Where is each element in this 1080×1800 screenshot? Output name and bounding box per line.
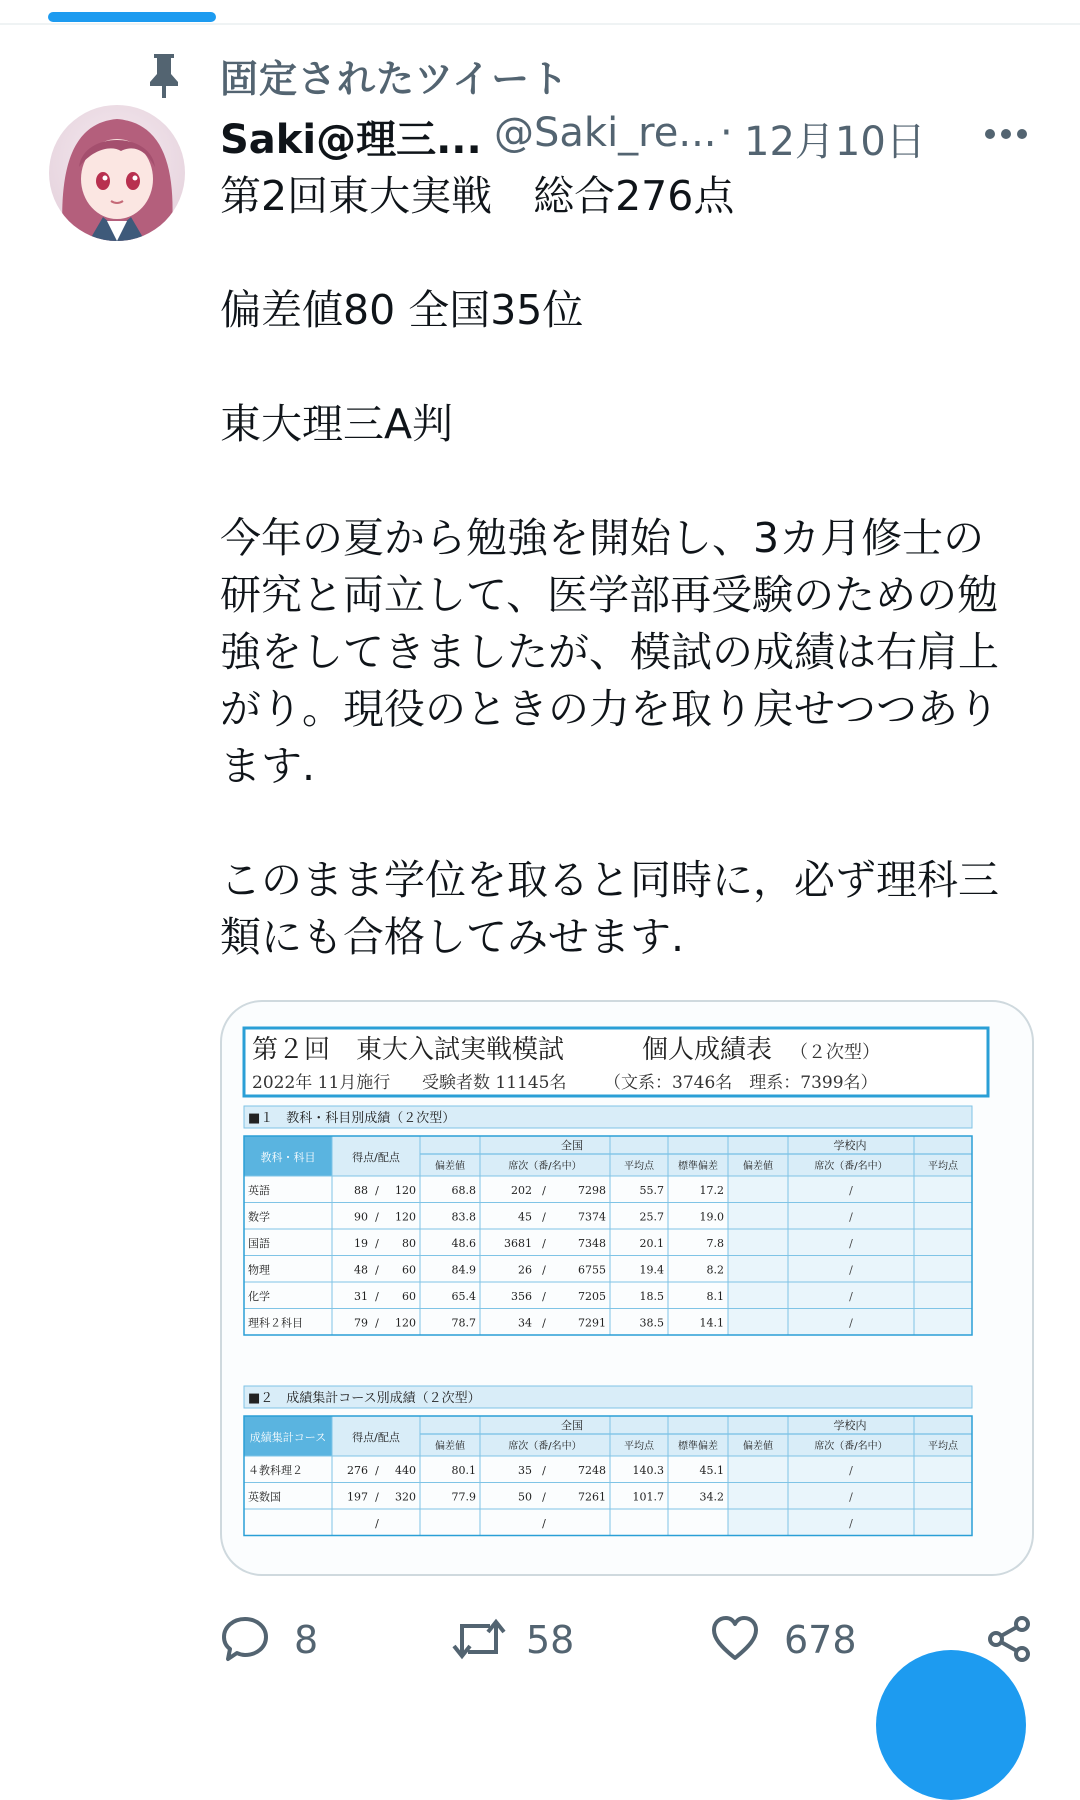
row-dev: 84.9 <box>451 1263 476 1277</box>
row-rank: 26 <box>518 1263 532 1277</box>
tweet-line: がり。現役のときの力を取り戻せつつあり <box>220 685 999 733</box>
row-name: 物理 <box>248 1263 270 1277</box>
reply-icon <box>220 1614 270 1664</box>
row-rank: 3681 <box>504 1237 532 1250</box>
row-max: 120 <box>395 1210 416 1224</box>
row-school-rank-slash: / <box>849 1263 853 1277</box>
row-total: 7248 <box>578 1464 606 1477</box>
row-school-rank-slash: / <box>849 1184 853 1197</box>
row-school-rank-slash: / <box>849 1316 853 1330</box>
report-examinees: 受験者数 11145名 <box>422 1073 567 1093</box>
row-max: 80 <box>402 1237 416 1250</box>
row-name: 理科２科目 <box>248 1316 303 1330</box>
row-max: 440 <box>395 1464 416 1477</box>
header-score: 得点/配点 <box>352 1151 400 1164</box>
row-dev: 78.7 <box>451 1316 476 1330</box>
row-dev: 68.8 <box>451 1184 476 1197</box>
row-rank-slash: / <box>542 1290 546 1303</box>
header-col-sd: 標準偏差 <box>678 1161 718 1172</box>
retweet-button[interactable] <box>452 1606 592 1676</box>
row-rank: 34 <box>518 1316 532 1330</box>
row-score-slash: / <box>375 1316 379 1330</box>
like-button[interactable] <box>710 1606 860 1676</box>
header-col-rank: 席次（番/名中） <box>508 1161 582 1172</box>
tweet-header <box>220 104 1040 164</box>
row-avg: 18.5 <box>639 1290 664 1303</box>
pinned-label: 固定されたツイート <box>220 57 570 101</box>
row-score: 90 <box>354 1210 368 1224</box>
row-avg: 19.4 <box>639 1263 664 1277</box>
row-name: 英語 <box>248 1184 270 1197</box>
reply-button[interactable] <box>220 1606 340 1676</box>
row-name: 数学 <box>248 1210 270 1224</box>
row-rank-slash: / <box>542 1490 546 1504</box>
row-rank: 45 <box>518 1210 532 1224</box>
row-dev: 48.6 <box>451 1237 476 1250</box>
report-split: （文系：3746名 理系：7399名） <box>604 1073 878 1093</box>
row-score-slash: / <box>375 1237 379 1250</box>
row-score: 276 <box>347 1464 368 1477</box>
row-rank-slash: / <box>542 1210 546 1224</box>
avatar[interactable] <box>49 105 185 241</box>
header-col-rank: 席次（番/名中） <box>508 1441 582 1452</box>
row-score-slash: / <box>375 1464 379 1477</box>
row-school-rank-slash: / <box>849 1490 853 1504</box>
row-name: 国語 <box>248 1237 270 1250</box>
header-col-school-dev: 偏差値 <box>743 1161 773 1172</box>
tweet-line: 強をしてきましたが、模試の成績は右肩上 <box>220 628 999 676</box>
header-col-avg: 平均点 <box>624 1441 654 1452</box>
row-rank-slash: / <box>542 1316 546 1330</box>
row-total: 7261 <box>578 1490 606 1504</box>
row-total: 7374 <box>578 1210 606 1224</box>
row-avg: 38.5 <box>639 1316 664 1330</box>
row-max: 120 <box>395 1316 416 1330</box>
row-sd: 8.1 <box>706 1290 724 1303</box>
header-first-col: 教科・科目 <box>260 1151 316 1164</box>
row-score-slash: / <box>375 1184 379 1197</box>
row-sd: 45.1 <box>699 1464 724 1477</box>
header-group-national: 全国 <box>561 1419 583 1432</box>
row-school-rank-slash: / <box>849 1464 853 1477</box>
top-divider <box>0 23 1080 25</box>
row-name: 化学 <box>248 1290 270 1303</box>
header-score: 得点/配点 <box>352 1431 400 1444</box>
row-school-rank-slash: / <box>849 1210 853 1224</box>
header-col-school-rank: 席次（番/名中） <box>814 1441 888 1452</box>
tweet-line: 東大理三A判 <box>220 400 454 448</box>
pinned-tweet-row <box>0 44 1080 100</box>
row-max: 320 <box>395 1490 416 1504</box>
row-school-rank-slash: / <box>849 1290 853 1303</box>
row-score-slash: / <box>375 1517 379 1530</box>
more-options-icon[interactable] <box>982 124 1030 144</box>
tweet-date[interactable]: 12月10日 <box>744 119 926 165</box>
row-score: 197 <box>347 1490 368 1504</box>
share-icon <box>984 1614 1034 1664</box>
row-avg: 20.1 <box>639 1237 664 1250</box>
report-title: 第２回 東大入試実戦模試 <box>252 1035 565 1065</box>
row-rank: 202 <box>511 1184 532 1197</box>
row-rank: 50 <box>518 1490 532 1504</box>
author-handle[interactable]: @Saki_re... <box>494 110 717 156</box>
row-score-slash: / <box>375 1210 379 1224</box>
header-col-school-avg: 平均点 <box>928 1441 958 1452</box>
row-max: 120 <box>395 1184 416 1197</box>
tweet-line: このまま学位を取ると同時に，必ず理科三 <box>220 856 999 904</box>
active-tab-indicator <box>48 12 216 22</box>
report-date: 2022年 11月施行 <box>252 1073 391 1093</box>
row-sd: 19.0 <box>699 1210 724 1224</box>
row-rank: 356 <box>511 1290 532 1303</box>
tweet-line: 第2回東大実戦 総合276点 <box>220 172 735 220</box>
row-rank: 35 <box>518 1464 532 1477</box>
row-sd: 8.2 <box>706 1263 724 1277</box>
row-max: 60 <box>402 1263 416 1277</box>
tweet-blank-line <box>220 795 1020 852</box>
header-group-school: 学校内 <box>833 1139 867 1152</box>
row-score: 88 <box>354 1184 368 1197</box>
tweet-line: 研究と両立して、医学部再受験のための勉 <box>220 571 999 619</box>
row-school-rank-slash: / <box>849 1237 853 1250</box>
heart-icon <box>710 1614 760 1664</box>
header-col-school-dev: 偏差値 <box>743 1441 773 1452</box>
header-col-school-avg: 平均点 <box>928 1161 958 1172</box>
row-total: 7291 <box>578 1316 606 1330</box>
row-score: 19 <box>354 1237 368 1250</box>
row-score: 48 <box>354 1263 368 1277</box>
retweet-count: 58 <box>526 1618 575 1662</box>
tweet-line: 今年の夏から勉強を開始し、3カ月修士の <box>220 514 985 562</box>
header-col-school-rank: 席次（番/名中） <box>814 1161 888 1172</box>
row-rank-slash: / <box>542 1263 546 1277</box>
row-name: ４教科理２ <box>248 1464 303 1477</box>
row-score-slash: / <box>375 1490 379 1504</box>
row-total: 6755 <box>578 1263 606 1277</box>
row-sd: 34.2 <box>699 1490 724 1504</box>
compose-tweet-button[interactable] <box>876 1650 1026 1800</box>
header-col-dev: 偏差値 <box>435 1441 465 1452</box>
header-col-dev: 偏差値 <box>435 1161 465 1172</box>
row-total: 7298 <box>578 1184 606 1197</box>
row-rank-slash: / <box>542 1464 546 1477</box>
separator-dot: · <box>720 110 733 156</box>
header-group-national: 全国 <box>561 1139 583 1152</box>
tweet-blank-line <box>220 225 1020 282</box>
reply-count: 8 <box>294 1618 319 1662</box>
row-avg: 55.7 <box>639 1184 664 1197</box>
section-label: ■２ 成績集計コース別成績（２次型） <box>248 1391 481 1406</box>
row-score: 31 <box>354 1290 368 1303</box>
author-name[interactable]: Saki@理三... <box>220 117 482 163</box>
row-sd: 14.1 <box>699 1316 724 1330</box>
row-avg: 101.7 <box>632 1490 664 1504</box>
row-rank-slash: / <box>542 1517 546 1530</box>
row-dev: 80.1 <box>451 1464 476 1477</box>
row-score-slash: / <box>375 1290 379 1303</box>
row-total: 7205 <box>578 1290 606 1303</box>
header-col-avg: 平均点 <box>624 1161 654 1172</box>
row-sd: 7.8 <box>706 1237 724 1250</box>
retweet-icon <box>452 1614 506 1664</box>
row-dev: 65.4 <box>451 1290 476 1303</box>
like-count: 678 <box>784 1618 857 1662</box>
section-label: ■１ 教科・科目別成績（２次型） <box>248 1111 456 1126</box>
avatar-illustration <box>49 105 185 241</box>
row-score-slash: / <box>375 1263 379 1277</box>
row-dev: 83.8 <box>451 1210 476 1224</box>
tweet-blank-line <box>220 453 1020 510</box>
row-rank-slash: / <box>542 1184 546 1197</box>
tweet-line: ます. <box>220 742 316 790</box>
row-school-rank-slash: / <box>849 1517 853 1530</box>
row-total: 7348 <box>578 1237 606 1250</box>
tweet-line: 偏差値80 全国35位 <box>220 286 584 334</box>
report-title-right: 個人成績表 <box>642 1035 773 1065</box>
score-report-image <box>222 1002 1032 1574</box>
row-dev: 77.9 <box>451 1490 476 1504</box>
pin-icon <box>144 52 184 100</box>
row-sd: 17.2 <box>699 1184 724 1197</box>
header-group-school: 学校内 <box>833 1419 867 1432</box>
row-max: 60 <box>402 1290 416 1303</box>
row-score: 79 <box>354 1316 368 1330</box>
tweet-blank-line <box>220 339 1020 396</box>
header-col-sd: 標準偏差 <box>678 1441 718 1452</box>
tweet-text <box>220 168 1020 966</box>
row-rank-slash: / <box>542 1237 546 1250</box>
row-avg: 25.7 <box>639 1210 664 1224</box>
row-name: 英数国 <box>248 1490 281 1504</box>
attached-image[interactable] <box>220 1000 1034 1576</box>
tweet-line: 類にも合格してみせます. <box>220 913 685 961</box>
report-title-type: （２次型） <box>790 1042 880 1063</box>
row-avg: 140.3 <box>632 1464 664 1477</box>
header-first-col: 成績集計コース <box>249 1431 327 1444</box>
